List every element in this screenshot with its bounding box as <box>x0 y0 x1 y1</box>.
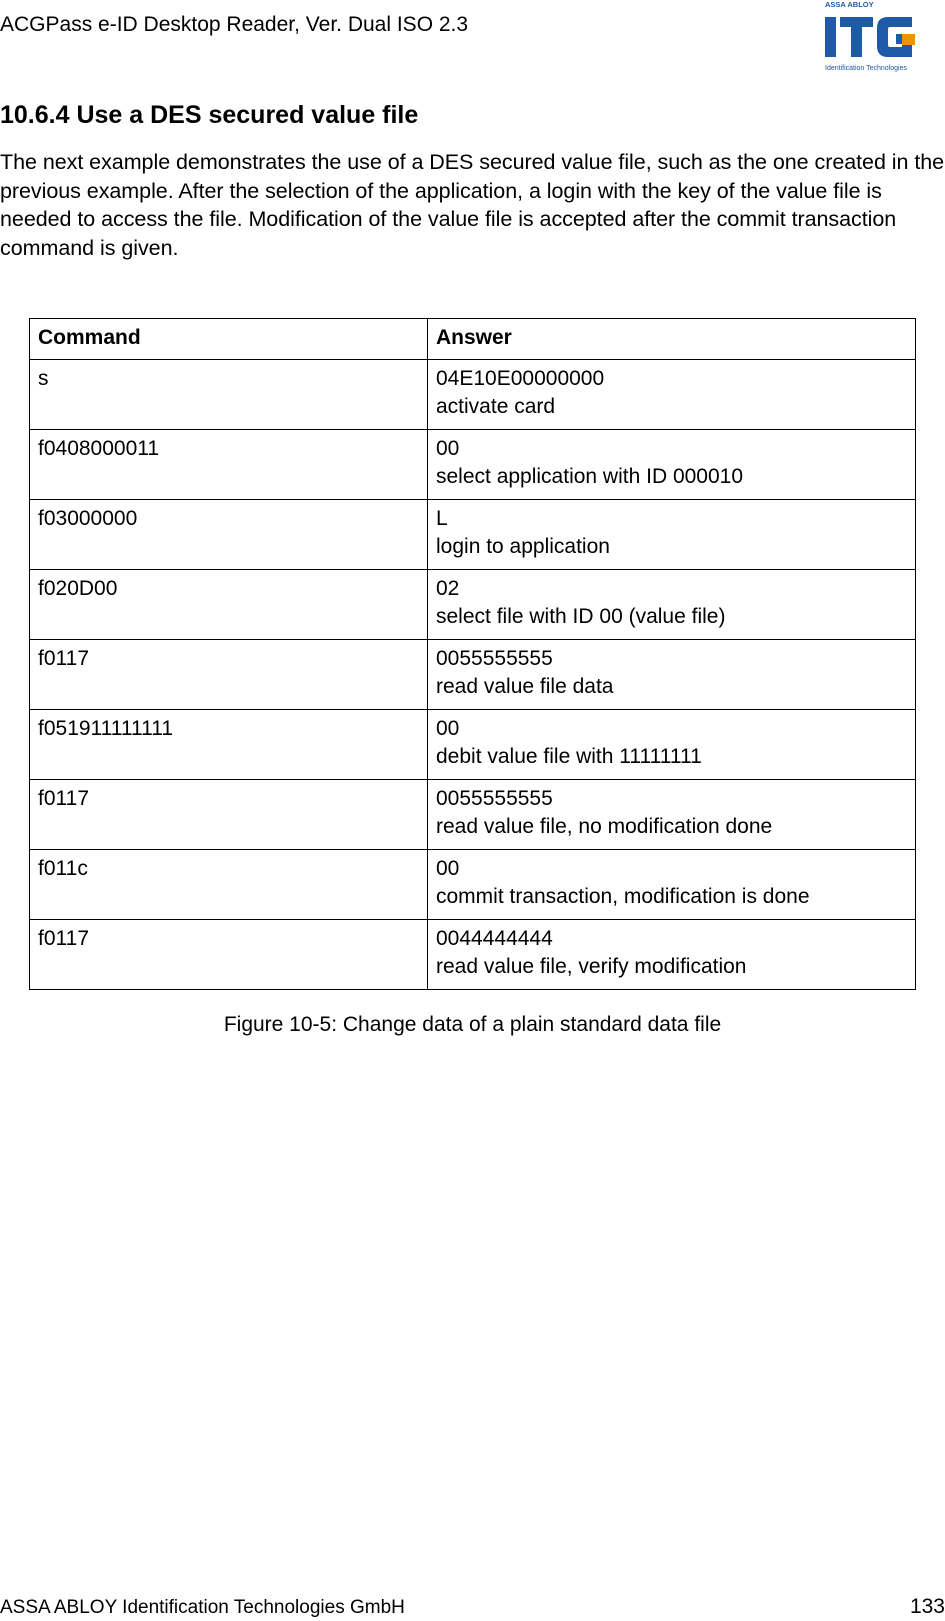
answer-value: 0055555555 <box>436 646 553 670</box>
answer-cell <box>428 849 916 919</box>
answer-value: 00 <box>436 716 460 740</box>
answer-description: read value file, no modification done <box>436 815 773 838</box>
answer-cell <box>428 359 916 429</box>
answer-description: read value file, verify modification <box>436 955 747 978</box>
command-cell: f051911111111 <box>30 709 428 779</box>
page-number: 133 <box>909 1595 945 1618</box>
answer-value: 02 <box>436 576 460 600</box>
answer-value: 00 <box>436 436 460 460</box>
command-cell: f011c <box>30 849 428 919</box>
answer-description: commit transaction, modification is done <box>436 885 810 908</box>
table-row <box>30 569 916 639</box>
answer-description: login to application <box>436 535 610 558</box>
answer-value: 0044444444 <box>436 926 553 950</box>
answer-cell <box>428 429 916 499</box>
answer-description: read value file data <box>436 675 614 698</box>
table-row <box>30 429 916 499</box>
command-cell: f03000000 <box>30 499 428 569</box>
intro-paragraph: The next example demonstrates the use of a DES secured value file, such as the one created in the previous example. After the selection of the application, a login with the key of the value file is needed to access the file. Modification of the value file is accepted after the commit transaction command is given. <box>0 150 945 260</box>
itg-logo-graphic <box>825 0 945 78</box>
table-row <box>30 919 916 989</box>
answer-description: activate card <box>436 395 556 418</box>
command-answer-table <box>29 318 916 990</box>
table-row <box>30 849 916 919</box>
document-header-title: ACGPass e-ID Desktop Reader, Ver. Dual ISO 2.3 <box>0 13 469 36</box>
logo-sub-text: Identification Technologies <box>825 65 907 72</box>
column-header-answer: Answer <box>428 319 916 360</box>
answer-cell <box>428 569 916 639</box>
table-row <box>30 359 916 429</box>
command-cell: f0408000011 <box>30 429 428 499</box>
answer-value: 04E10E00000000 <box>436 366 605 390</box>
table-row <box>30 499 916 569</box>
answer-value: 0055555555 <box>436 786 553 810</box>
answer-description: debit value file with 11111111 <box>436 745 702 768</box>
command-cell: f0117 <box>30 639 428 709</box>
answer-cell <box>428 919 916 989</box>
table-header-row <box>30 319 916 360</box>
answer-cell <box>428 709 916 779</box>
table-row <box>30 709 916 779</box>
column-header-command: Command <box>30 319 428 360</box>
answer-cell <box>428 499 916 569</box>
command-cell: f020D00 <box>30 569 428 639</box>
figure-caption: Figure 10-5: Change data of a plain standard data file <box>223 1013 722 1036</box>
answer-description: select application with ID 000010 <box>436 465 744 488</box>
answer-cell <box>428 639 916 709</box>
logo-top-text: ASSA ABLOY <box>825 0 874 9</box>
itg-logo <box>825 0 945 78</box>
command-cell: f0117 <box>30 919 428 989</box>
section-heading: 10.6.4 Use a DES secured value file <box>0 101 419 129</box>
answer-description: select file with ID 00 (value file) <box>436 605 726 628</box>
table-row <box>30 639 916 709</box>
footer-company: ASSA ABLOY Identification Technologies GmbH <box>0 1597 405 1618</box>
table-row <box>30 779 916 849</box>
command-cell: s <box>30 359 428 429</box>
answer-value: L <box>436 506 448 530</box>
table-body <box>30 359 916 989</box>
answer-cell <box>428 779 916 849</box>
command-cell: f0117 <box>30 779 428 849</box>
answer-value: 00 <box>436 856 460 880</box>
